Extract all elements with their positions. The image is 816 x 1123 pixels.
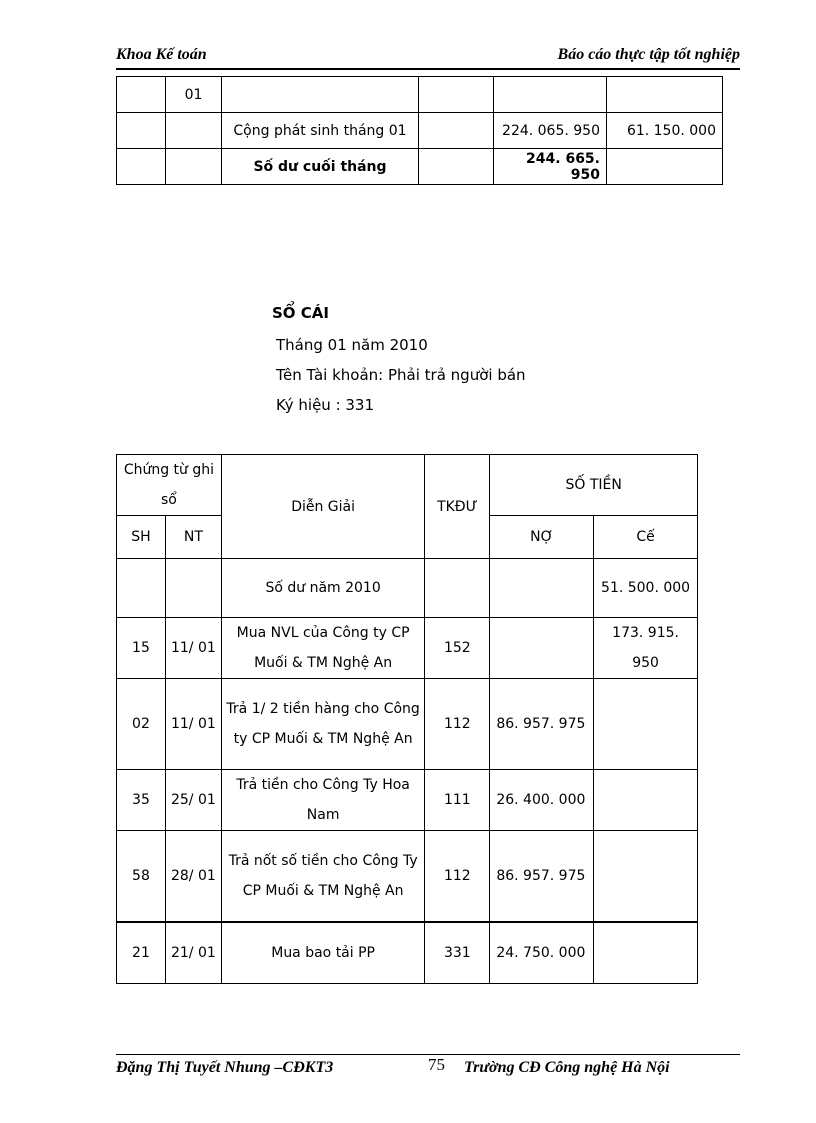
table-row [117, 770, 698, 831]
cell-tk: 331 [425, 922, 490, 984]
cell-nt: 25/ 01 [165, 770, 221, 831]
previous-ledger-table [116, 76, 723, 185]
cell-credit [607, 77, 723, 113]
cell-nt: 01 [166, 77, 222, 113]
cell-desc: Cộng phát sinh tháng 01 [222, 113, 419, 149]
cell-nt [166, 113, 222, 149]
table-row [117, 113, 723, 149]
cell-nt: 21/ 01 [165, 922, 221, 984]
table-row [117, 618, 698, 679]
cell-debit: 24. 750. 000 [490, 922, 594, 984]
header-voucher: Chứng từ ghi sổ [117, 455, 222, 516]
ledger-account-name: Tên Tài khoản: Phải trả người bán [276, 366, 526, 384]
cell-tk: 112 [425, 831, 490, 923]
cell-credit [594, 831, 698, 923]
cell-desc: Số dư cuối tháng [222, 149, 419, 185]
table-row [117, 77, 723, 113]
cell-debit: 86. 957. 975 [490, 831, 594, 923]
header-report-title: Báo cáo thực tập tốt nghiệp [557, 46, 740, 63]
cell-desc: Mua bao tải PP [221, 922, 425, 984]
header-amount: SỐ TIỀN [490, 455, 698, 516]
ledger-title: SỔ CÁI [272, 304, 329, 322]
cell-sh [117, 77, 166, 113]
cell-nt: 11/ 01 [165, 679, 221, 770]
cell-sh: 35 [117, 770, 166, 831]
page-number: 75 [428, 1055, 445, 1074]
table-row [117, 559, 698, 618]
header-description: Diễn Giải [221, 455, 425, 559]
table-row [117, 831, 698, 923]
ledger-table [116, 454, 698, 984]
header-debit: NỢ [490, 516, 594, 559]
footer-school: Trường CĐ Công nghệ Hà Nội [464, 1059, 670, 1076]
ledger-account-code: Ký hiệu : 331 [276, 396, 375, 414]
cell-nt [166, 149, 222, 185]
cell-desc: Trả nốt số tiền cho Công Ty CP Muối & TM Nghệ An [221, 831, 425, 923]
cell-desc [222, 77, 419, 113]
cell-desc: Trả 1/ 2 tiền hàng cho Công ty CP Muối & TM Nghệ An [221, 679, 425, 770]
footer-author: Đặng Thị Tuyết Nhung –CĐKT3 [116, 1059, 334, 1076]
cell-debit: 26. 400. 000 [490, 770, 594, 831]
cell-credit [594, 770, 698, 831]
cell-debit: 224. 065. 950 [494, 113, 607, 149]
cell-sh [117, 149, 166, 185]
header-sh: SH [117, 516, 166, 559]
page-footer [116, 1054, 740, 1076]
header-nt: NT [165, 516, 221, 559]
cell-sh [117, 113, 166, 149]
cell-tk [419, 77, 494, 113]
cell-credit [607, 149, 723, 185]
table-header-row [117, 455, 698, 516]
cell-credit [594, 679, 698, 770]
header-counter-account: TKĐƯ [425, 455, 490, 559]
cell-tk: 152 [425, 618, 490, 679]
cell-sh: 02 [117, 679, 166, 770]
cell-debit: 86. 957. 975 [490, 679, 594, 770]
cell-sh: 15 [117, 618, 166, 679]
cell-tk [419, 149, 494, 185]
cell-sh: 58 [117, 831, 166, 923]
table-row [117, 149, 723, 185]
cell-sh: 21 [117, 922, 166, 984]
table-row [117, 922, 698, 984]
page-header [116, 44, 740, 70]
header-department: Khoa Kế toán [116, 46, 207, 63]
cell-debit [490, 618, 594, 679]
cell-debit: 244. 665. 950 [494, 149, 607, 185]
ledger-month: Tháng 01 năm 2010 [276, 336, 428, 354]
cell-credit: 173. 915. 950 [594, 618, 698, 679]
cell-credit: 61. 150. 000 [607, 113, 723, 149]
cell-desc: Trả tiền cho Công Ty Hoa Nam [221, 770, 425, 831]
cell-debit [494, 77, 607, 113]
cell-desc: Số dư năm 2010 [221, 559, 425, 618]
cell-nt: 11/ 01 [165, 618, 221, 679]
cell-desc: Mua NVL của Công ty CP Muối & TM Nghệ An [221, 618, 425, 679]
cell-nt: 28/ 01 [165, 831, 221, 923]
cell-tk: 111 [425, 770, 490, 831]
header-credit: Cế [594, 516, 698, 559]
cell-tk: 112 [425, 679, 490, 770]
cell-tk [419, 113, 494, 149]
cell-credit: 51. 500. 000 [594, 559, 698, 618]
cell-credit [594, 922, 698, 984]
table-row [117, 679, 698, 770]
